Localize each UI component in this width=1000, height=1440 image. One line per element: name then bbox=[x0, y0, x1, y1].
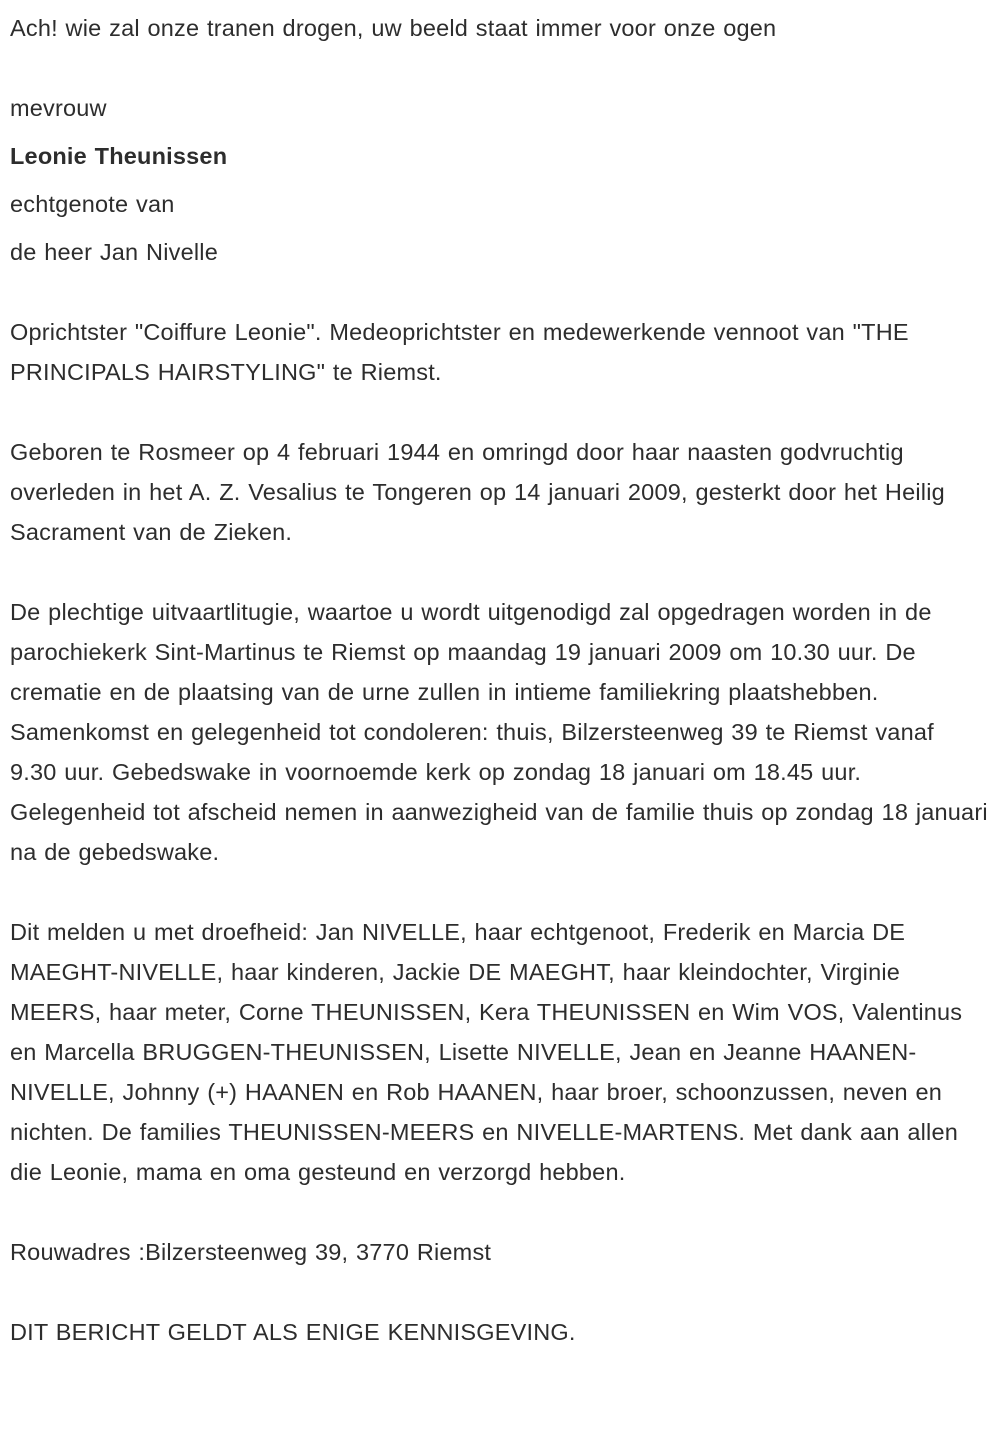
epigraph: Ach! wie zal onze tranen drogen, uw beeld staat immer voor onze ogen bbox=[10, 15, 777, 41]
profession-paragraph: Oprichtster "Coiffure Leonie". Medeoprichtster en medewerkende vennoot van "THE PRINCIPALS HAIRSTYLING" te Riemst. bbox=[10, 319, 909, 385]
relation-label: echtgenote van bbox=[10, 191, 175, 217]
spouse-name: de heer Jan Nivelle bbox=[10, 239, 218, 265]
deceased-name: Leonie Theunissen bbox=[10, 143, 228, 169]
service-paragraph: De plechtige uitvaartlitugie, waartoe u wordt uitgenodigd zal opgedragen worden in de parochiekerk Sint-Martinus te Riemst op maandag 19 januari 2009 om 10.30 uur. De crematie en de plaatsing van de urne zullen in intieme familiekring plaatshebben. Samenkomst en gelegenheid tot condoleren: thuis, Bilzersteenweg 39 te Riemst vanaf 9.30 uur. Gebedswake in voornoemde kerk op zondag 18 januari om 18.45 uur. Gelegenheid tot afscheid nemen in aanwezigheid van de familie thuis op zondag 18 januari na de gebedswake. bbox=[10, 599, 988, 865]
salutation: mevrouw bbox=[10, 95, 107, 121]
single-notification-notice: DIT BERICHT GELDT ALS ENIGE KENNISGEVING. bbox=[10, 1319, 576, 1345]
mourning-address: Rouwadres :Bilzersteenweg 39, 3770 Riemst bbox=[10, 1239, 492, 1265]
family-paragraph: Dit melden u met droefheid: Jan NIVELLE, haar echtgenoot, Frederik en Marcia DE MAEGHT-NIVELLE, haar kinderen, Jackie DE MAEGHT, haar kleindochter, Virginie MEERS, haar meter, Corne THEUNISSEN, Kera THEUNISSEN en Wim VOS, Valentinus en Marcella BRUGGEN-THEUNISSEN, Lisette NIVELLE, Jean en Jeanne HAANEN-NIVELLE, Johnny (+) HAANEN en Rob HAANEN, haar broer, schoonzussen, neven en nichten. De families THEUNISSEN-MEERS en NIVELLE-MARTENS. Met dank aan allen die Leonie, mama en oma gesteund en verzorgd hebben. bbox=[10, 919, 963, 1185]
life-paragraph: Geboren te Rosmeer op 4 februari 1944 en omringd door haar naasten godvruchtig overleden in het A. Z. Vesalius te Tongeren op 14 januari 2009, gesterkt door het Heilig Sacrament van de Zieken. bbox=[10, 439, 945, 545]
